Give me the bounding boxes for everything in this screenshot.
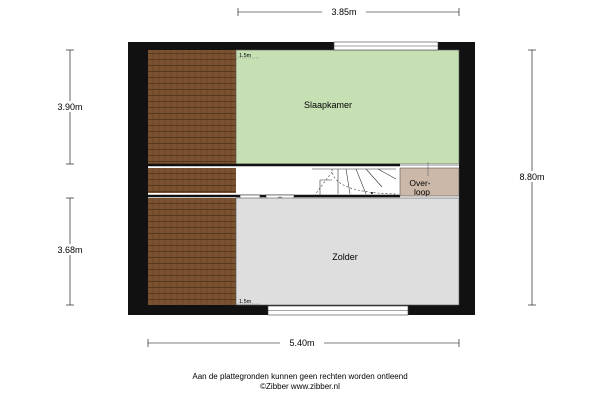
dimension-right: 8.80m <box>519 172 545 182</box>
attic-label: Zolder <box>332 252 358 262</box>
disclaimer-text: Aan de plattegronden kunnen geen rechten worden ontleend <box>192 372 408 381</box>
roof-slope-lower <box>148 198 236 305</box>
dimension-bottom: 5.40m <box>289 338 315 348</box>
eave-strip <box>148 168 236 193</box>
bedroom-height-marker: 1.5m <box>239 53 252 59</box>
landing-label-line2: loop <box>413 187 431 197</box>
dimension-top: 3.85m <box>331 7 357 17</box>
dimension-left-upper: 3.90m <box>57 102 83 112</box>
roof-slope-upper <box>148 50 236 164</box>
bedroom-label: Slaapkamer <box>303 100 353 110</box>
attic-height-marker: 1.5m <box>239 299 252 305</box>
dimension-left-lower: 3.68m <box>57 245 83 255</box>
landing-label-line1: Over- <box>409 178 431 188</box>
copyright-text: ©Zibber www.zibber.nl <box>260 382 340 391</box>
